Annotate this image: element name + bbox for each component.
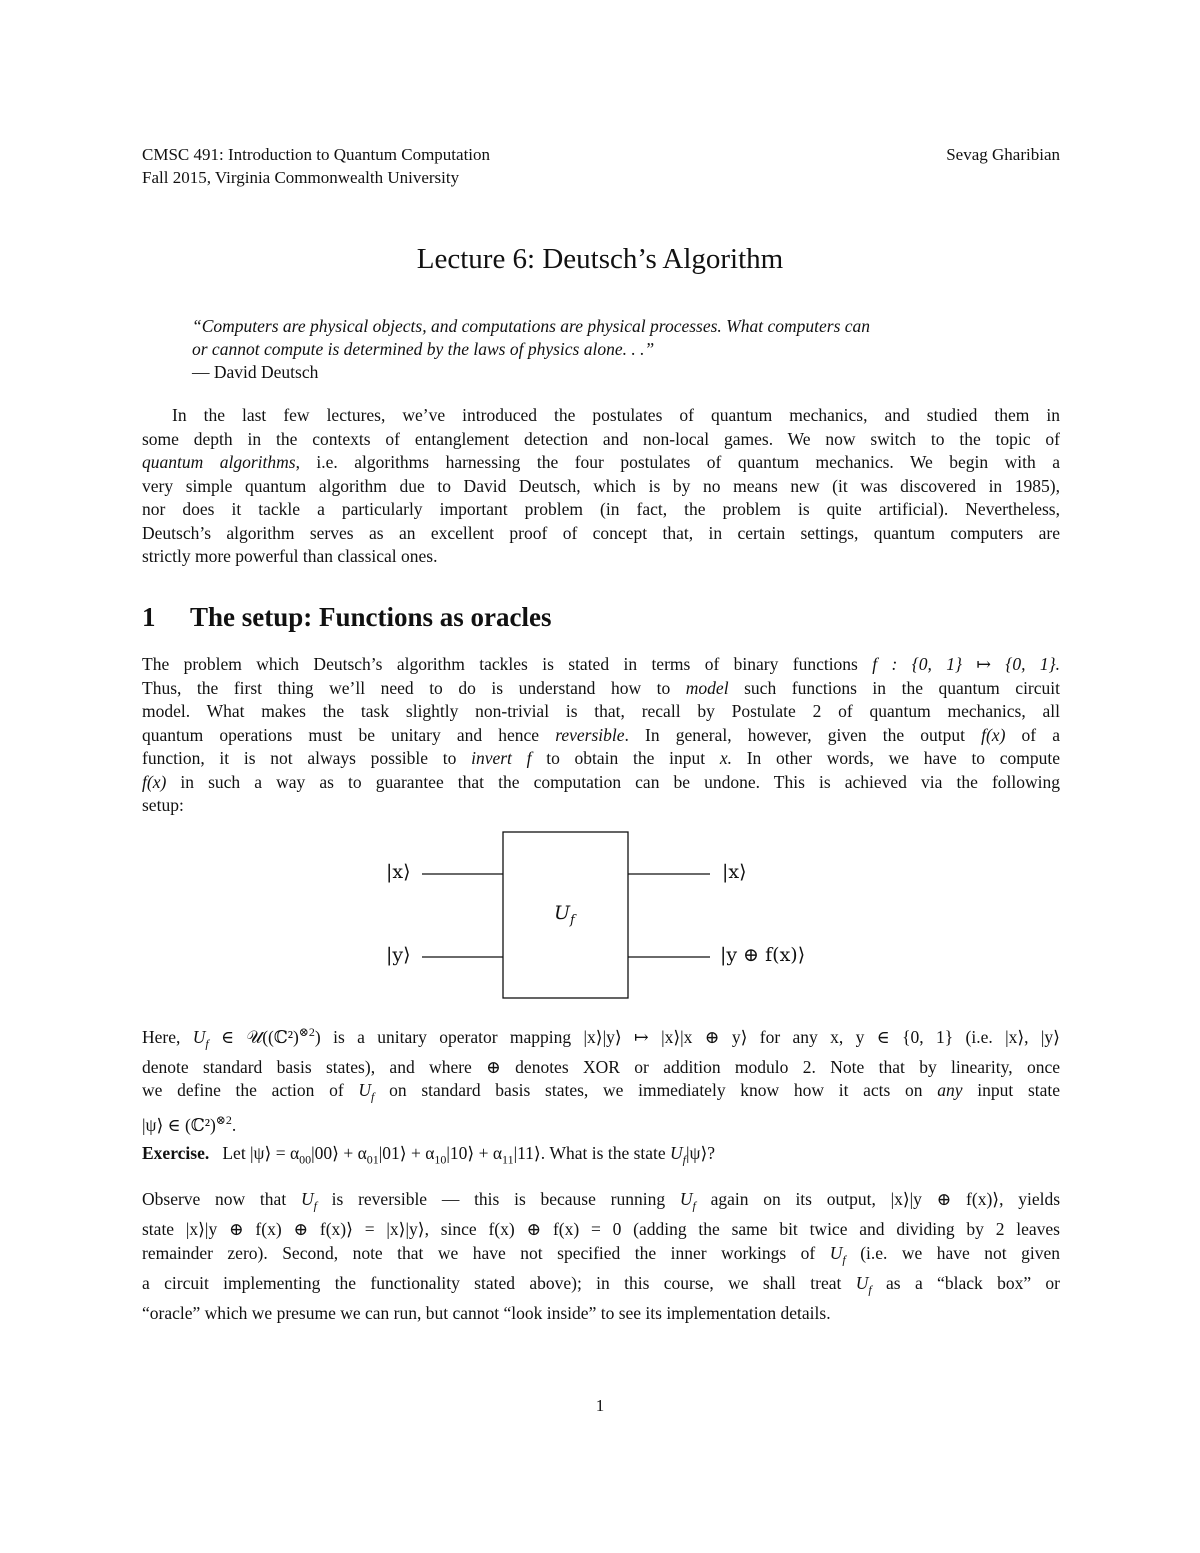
output-label-y-xor-fx: |y ⊕ f(x)⟩ — [720, 944, 806, 966]
section-heading — [142, 602, 552, 633]
section-number: 1 — [142, 602, 156, 632]
header-row-2 — [142, 167, 1060, 189]
para-line: f(x) in such a way as to guarantee that the computation can be undone. This is achieved via the following — [142, 771, 1060, 792]
author-name: Sevag Gharibian — [946, 145, 1060, 164]
para-line: The problem which Deutsch’s algorithm tackles is stated in terms of binary functions f : {0, 1} ↦ {0, 1}. — [142, 654, 1061, 674]
intro-line: nor does it tackle a particularly important problem (in fact, the problem is quite artificial). Nevertheless, — [142, 499, 1060, 519]
epigraph-quote — [192, 315, 1052, 384]
reversibility-paragraph — [142, 1188, 1060, 1325]
para-line: state |x⟩|y ⊕ f(x) ⊕ f(x)⟩ = |x⟩|y⟩, since f(x) ⊕ f(x) = 0 (adding the same bit twice and dividing by 2 leaves — [142, 1219, 1060, 1239]
para-line: quantum operations must be unitary and hence reversible. In general, however, given the output f(x) of a — [142, 724, 1060, 745]
intro-line: In the last few lectures, we’ve introduced the postulates of quantum mechanics, and studied them in — [172, 405, 1060, 425]
para-line: Thus, the first thing we’ll need to do is understand how to model such functions in the quantum circuit — [142, 677, 1060, 698]
para-line: “oracle” which we presume we can run, but cannot “look inside” to see its implementation details. — [142, 1302, 831, 1323]
intro-line: some depth in the contexts of entanglement detection and non-local games. We now switch to the topic of — [142, 428, 1060, 449]
intro-line: strictly more powerful than classical ones. — [142, 546, 438, 566]
para-line: function, it is not always possible to invert f to obtain the input x. In other words, we have to compute — [142, 748, 1061, 768]
para-line: we define the action of $U_f$ on standard basis states, we immediately know how it acts on any input state — [142, 1080, 1061, 1104]
para-line: |ψ⟩ ∈ (ℂ²)$^{\otimes 2}$. — [142, 1113, 237, 1136]
quote-line-2: or cannot compute is determined by the laws of physics alone. . .” — [192, 339, 655, 359]
header-row-1 — [142, 144, 1060, 166]
para-line: remainder zero). Second, note that we have not specified the inner workings of $U_f$ (i.e. we have not given — [142, 1242, 1061, 1266]
circuit-wires — [370, 828, 840, 1004]
gate-label: $U_f$ — [554, 902, 575, 928]
input-label-x: |x⟩ — [386, 861, 411, 883]
para-line: Here, $U_f$ ∈ 𝒰((ℂ²)$^{\otimes 2}$) is a unitary operator mapping |x⟩|y⟩ ↦ |x⟩|x ⊕ y⟩ for any x, y ∈ {0, 1} (i.e. |x⟩, |y⟩ — [142, 1025, 1060, 1051]
para-line: denote standard basis states), and where ⊕ denotes XOR or addition modulo 2. Note that by linearity, once — [142, 1056, 1060, 1077]
page-number: 1 — [595, 1396, 605, 1415]
quote-line-1: “Computers are physical objects, and computations are physical processes. What computers can — [192, 316, 871, 336]
intro-paragraph — [142, 404, 1060, 569]
input-label-y: |y⟩ — [386, 944, 411, 966]
output-label-x: |x⟩ — [722, 861, 747, 883]
para-line: Observe now that $U_f$ is reversible — this is because running $U_f$ again on its output, |x⟩|y ⊕ f(x)⟩, yields — [142, 1189, 1061, 1213]
para-line: setup: — [142, 795, 184, 815]
intro-line: quantum algorithms, i.e. algorithms harnessing the four postulates of quantum mechanics. We begin with a — [142, 452, 1060, 472]
quote-attribution: — David Deutsch — [192, 362, 319, 382]
exercise-block — [142, 1142, 1060, 1172]
para-line: model. What makes the task slightly non-trivial is that, recall by Postulate 2 of quantum mechanics, all — [142, 701, 1060, 721]
oracle-circuit-diagram — [370, 828, 840, 1004]
para-line: a circuit implementing the functionality stated above); in this course, we shall treat $U_f$ as a “black box” or — [142, 1272, 1060, 1296]
exercise-label: Exercise. — [142, 1143, 210, 1163]
section-title: The setup: Functions as oracles — [190, 602, 552, 632]
course-name: CMSC 491: Introduction to Quantum Computation — [142, 145, 491, 164]
exercise-line: Exercise. Let |ψ⟩ = $\alpha_{00}|00⟩$ + $\alpha_{01}|01⟩$ + $\alpha_{10}|10⟩$ + $\alpha_{11}|11⟩$. What is the state $U_f|\psi⟩$? — [142, 1143, 716, 1167]
term-info: Fall 2015, Virginia Commonwealth University — [142, 168, 460, 187]
lecture-title: Lecture 6: Deutsch’s Algorithm — [416, 243, 784, 275]
emphasis: quantum algorithms — [142, 452, 296, 472]
intro-line: very simple quantum algorithm due to David Deutsch, which is by no means new (it was discovered in 1985), — [142, 475, 1060, 496]
intro-line: Deutsch’s algorithm serves as an excellent proof of concept that, in certain settings, quantum computers are — [142, 522, 1060, 543]
unitary-paragraph — [142, 1021, 1060, 1138]
setup-paragraph — [142, 653, 1060, 818]
